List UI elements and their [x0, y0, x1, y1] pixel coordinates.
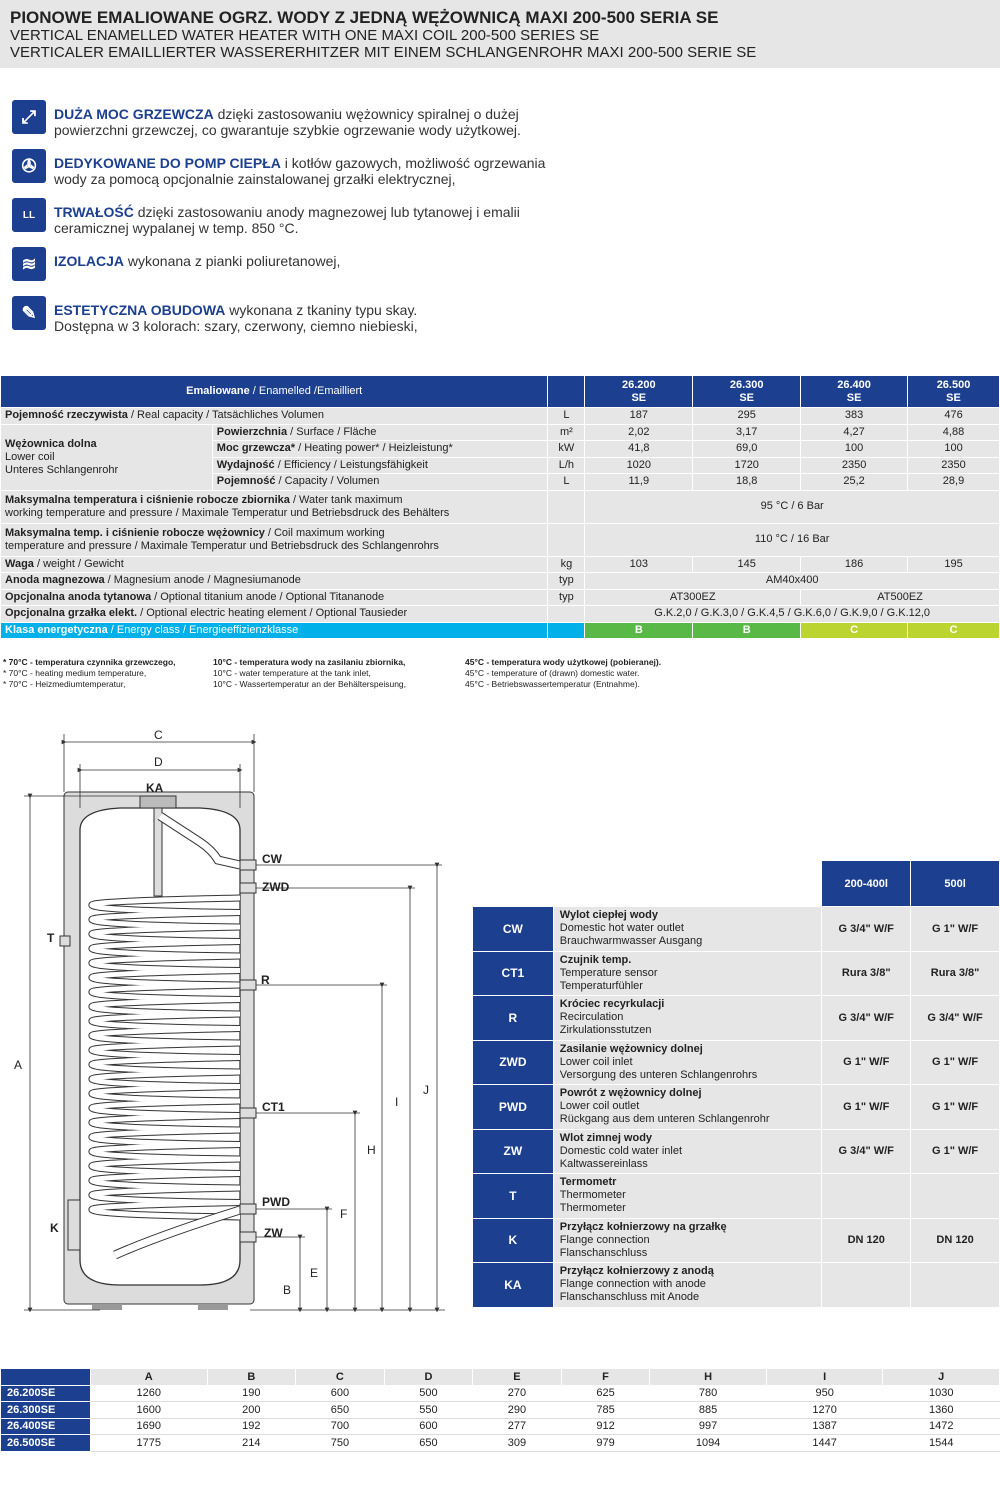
dim-label-j: J	[423, 1083, 429, 1097]
conn-label-t: T	[47, 931, 55, 945]
dims-value: 750	[296, 1435, 385, 1452]
heat-pump-icon: ✇	[12, 149, 46, 183]
dims-value: 1600	[91, 1402, 208, 1419]
dims-value: 1544	[883, 1435, 1000, 1452]
ka-flange	[140, 796, 176, 808]
conn-value: DN 120	[822, 1218, 911, 1263]
conn-code: KA	[473, 1263, 554, 1308]
dims-value: 1094	[650, 1435, 767, 1452]
dims-value: 192	[207, 1418, 296, 1435]
conn-description: Zasilanie wężownicy dolnej Lower coil inlet Versorgung des unteren Schlangenrohrs	[553, 1040, 822, 1085]
conn-description: Czujnik temp. Temperature sensor Temperaturfühler	[553, 951, 822, 996]
feature-title: TRWAŁOŚĆ	[54, 204, 134, 220]
model-header: 26.200 SE	[585, 376, 693, 408]
feature-item	[12, 198, 712, 247]
dims-row	[1, 1385, 1000, 1402]
conn-value: G 1" W/F	[911, 907, 1000, 952]
insulation-icon: ≋	[12, 247, 46, 281]
conn-col-header: 500l	[911, 861, 1000, 907]
dim-label-e: E	[310, 1266, 319, 1280]
tank-foot	[92, 1304, 122, 1310]
dims-value: 500	[384, 1385, 473, 1402]
conn-value: Rura 3/8"	[911, 951, 1000, 996]
dim-label-b: B	[283, 1283, 292, 1297]
conn-value	[911, 1174, 1000, 1219]
conn-code: ZWD	[473, 1040, 554, 1085]
spec-row-ti-anode: Opcjonalna anoda tytanowa / Optional titanium anode / Optional Titananode typ AT300EZ AT500EZ	[1, 589, 1000, 606]
conn-label-k: K	[50, 1221, 59, 1235]
spec-row-capacity: Pojemność rzeczywista / Real capacity / Tatsächliches Volumen L 187 295 383 476	[1, 408, 1000, 425]
feature-item	[12, 100, 712, 149]
dims-value: 650	[384, 1435, 473, 1452]
energy-badge: B	[585, 622, 693, 639]
dims-header: E	[473, 1369, 562, 1386]
dim-label-d: D	[154, 755, 163, 769]
conn-value: Rura 3/8"	[822, 951, 911, 996]
conn-label-zwd: ZWD	[262, 880, 290, 894]
dims-value: 1270	[766, 1402, 883, 1419]
spec-table	[0, 375, 1000, 639]
spec-row-mg-anode: Anoda magnezowa / Magnesium anode / Magnesiumanode typ AM40x400	[1, 573, 1000, 590]
conn-label-r: R	[261, 973, 270, 987]
conn-value	[822, 1174, 911, 1219]
dims-header: H	[650, 1369, 767, 1386]
dims-value: 979	[561, 1435, 650, 1452]
long-life-icon: LL	[12, 198, 46, 232]
dim-label-i: I	[395, 1095, 399, 1109]
conn-label-pwd: PWD	[262, 1195, 290, 1209]
conn-value	[822, 1263, 911, 1308]
conn-description: Króciec recyrkulacji Recirculation Zirkulationsstutzen	[553, 996, 822, 1041]
dims-value: 1260	[91, 1385, 208, 1402]
conn-value: DN 120	[911, 1218, 1000, 1263]
feature-text: wody za pomocą opcjonalnie zainstalowanej grzałki elektrycznej,	[54, 171, 456, 187]
dims-value: 1387	[766, 1418, 883, 1435]
dims-header: C	[296, 1369, 385, 1386]
connection-row	[473, 1263, 1000, 1308]
feature-title: ESTETYCZNA OBUDOWA	[54, 302, 226, 318]
title-german: VERTICALER EMAILLIERTER WASSERERHITZER MIT EINEM SCHLANGENROHR MAXI 200-500 SERIE SE	[10, 44, 757, 61]
dims-value: 997	[650, 1418, 767, 1435]
conn-value: G 3/4" W/F	[822, 907, 911, 952]
feature-item	[12, 247, 712, 296]
conn-label-ct1: CT1	[262, 1100, 285, 1114]
dims-value: 1690	[91, 1418, 208, 1435]
dims-header: D	[384, 1369, 473, 1386]
dims-value: 1472	[883, 1418, 1000, 1435]
cover-icon: ✎	[12, 296, 46, 330]
dims-header: B	[207, 1369, 296, 1386]
dims-value: 290	[473, 1402, 562, 1419]
feature-text: Dostępna w 3 kolorach: szary, czerwony, ciemno niebieski,	[54, 318, 418, 334]
feature-title: IZOLACJA	[54, 253, 124, 269]
feature-title: DEDYKOWANE DO POMP CIEPŁA	[54, 155, 281, 171]
conn-value: G 1" W/F	[911, 1040, 1000, 1085]
feature-text: powierzchni grzewczej, co gwarantuje szybkie ogrzewanie wody użytkowej.	[54, 122, 521, 138]
dims-value: 912	[561, 1418, 650, 1435]
energy-badge: C	[908, 622, 1000, 639]
dims-row	[1, 1402, 1000, 1419]
conn-value: G 3/4" W/F	[822, 996, 911, 1041]
feature-text: wykonana z pianki poliuretanowej,	[124, 253, 341, 269]
spec-header-unit	[548, 376, 585, 408]
connection-row	[473, 996, 1000, 1041]
conn-value: G 3/4" W/F	[911, 996, 1000, 1041]
connection-row	[473, 1129, 1000, 1174]
model-header: 26.500 SE	[908, 376, 1000, 408]
conn-description: Przyłącz kołnierzowy z anodą Flange connection with anode Flanschanschluss mit Anode	[553, 1263, 822, 1308]
feature-text: wykonana z tkaniny typu skay.	[225, 302, 418, 318]
feature-text: ceramicznej wypalanej w temp. 850 °C.	[54, 220, 299, 236]
page-header	[0, 0, 1000, 68]
feature-item	[12, 296, 712, 345]
dims-header: J	[883, 1369, 1000, 1386]
dims-value: 1360	[883, 1402, 1000, 1419]
dims-value: 700	[296, 1418, 385, 1435]
feature-list	[12, 100, 712, 345]
connections-table	[472, 860, 1000, 1308]
conn-code: CT1	[473, 951, 554, 996]
spec-row-weight: Waga / weight / Gewicht kg 103 145 186 195	[1, 556, 1000, 573]
tank-foot	[198, 1304, 228, 1310]
dim-label-h: H	[367, 1143, 376, 1157]
dims-value: 200	[207, 1402, 296, 1419]
spec-row-coil-capacity: Pojemność / Capacity / Volumen L 11,9 18,8 25,2 28,9	[1, 474, 1000, 491]
heater-diagram	[0, 720, 470, 1320]
dims-value: 214	[207, 1435, 296, 1452]
conn-label-zw: ZW	[264, 1226, 283, 1240]
dims-model: 26.200SE	[1, 1385, 91, 1402]
dims-value: 625	[561, 1385, 650, 1402]
spec-header-label: Emaliowane / Enamelled /Emailliert	[1, 376, 548, 408]
spec-row-coil-surface: Wężownica dolna Lower coil Unteres Schlangenrohr Powierzchnia / Surface / Fläche m² 2,02 3,17 4,27 4,88	[1, 424, 1000, 441]
feature-item	[12, 149, 712, 198]
dims-value: 785	[561, 1402, 650, 1419]
dims-value: 190	[207, 1385, 296, 1402]
spec-row-energy-class: Klasa energetyczna / Energy class / Energieeffizienzklasse B B C C	[1, 622, 1000, 639]
dim-label-a: A	[14, 1058, 23, 1072]
spec-row-heater: Opcjonalna grzałka elekt. / Optional electric heating element / Optional Tausieder G.K.2,0 / G.K.3,0 / G.K.4,5 / G.K.6,0 / G.K.9,0 / G.K.12,0	[1, 606, 1000, 623]
conn-description: Termometr Thermometer Thermometer	[553, 1174, 822, 1219]
feature-text: i kotłów gazowych, możliwość ogrzewania	[280, 155, 546, 171]
dims-model: 26.300SE	[1, 1402, 91, 1419]
conn-code: ZW	[473, 1129, 554, 1174]
dims-value: 1775	[91, 1435, 208, 1452]
conn-description: Przyłącz kołnierzowy na grzałkę Flange connection Flanschanschluss	[553, 1218, 822, 1263]
model-header: 26.300 SE	[693, 376, 801, 408]
connection-row	[473, 1174, 1000, 1219]
conn-value	[911, 1263, 1000, 1308]
connection-row	[473, 907, 1000, 952]
conn-code: CW	[473, 907, 554, 952]
dims-value: 780	[650, 1385, 767, 1402]
energy-badge: B	[693, 622, 801, 639]
dims-header: F	[561, 1369, 650, 1386]
dims-corner	[1, 1369, 91, 1386]
dims-value: 309	[473, 1435, 562, 1452]
dims-model: 26.400SE	[1, 1418, 91, 1435]
dims-value: 650	[296, 1402, 385, 1419]
conn-description: Powrót z wężownicy dolnej Lower coil outlet Rückgang aus dem unteren Schlangenrohr	[553, 1085, 822, 1130]
dim-label-f: F	[340, 1207, 348, 1221]
model-header: 26.400 SE	[801, 376, 908, 408]
arrow-icon: ⤢	[12, 100, 46, 134]
feature-text: dzięki zastosowaniu anody magnezowej lub tytanowej i emalii	[133, 204, 520, 220]
conn-code: PWD	[473, 1085, 554, 1130]
dims-value: 1447	[766, 1435, 883, 1452]
feature-title: DUŻA MOC GRZEWCZA	[54, 106, 214, 122]
conn-code: K	[473, 1218, 554, 1263]
connection-row	[473, 951, 1000, 996]
conn-label-cw: CW	[262, 852, 282, 866]
spec-row-coil-max: Maksymalna temp. i ciśnienie robocze wężownicy / Coil maximum working temperature and pressure / Maximale Temperatur und Betriebsdruck des Schlangenrohrs 110 °C / 16 Bar	[1, 523, 1000, 556]
conn-label-ka: KA	[146, 781, 164, 795]
dims-value: 1030	[883, 1385, 1000, 1402]
conn-value: G 3/4" W/F	[822, 1129, 911, 1174]
dims-value: 600	[384, 1418, 473, 1435]
connection-row	[473, 1085, 1000, 1130]
spec-row-coil-power: Moc grzewcza* / Heating power* / Heizleistung* kW 41,8 69,0 100 100	[1, 441, 1000, 458]
dims-value: 950	[766, 1385, 883, 1402]
conn-code: T	[473, 1174, 554, 1219]
energy-badge: C	[801, 622, 908, 639]
dims-header: I	[766, 1369, 883, 1386]
dim-label-c: C	[154, 728, 163, 742]
conn-description: Wylot ciepłej wody Domestic hot water outlet Brauchwarmwasser Ausgang	[553, 907, 822, 952]
title-english: VERTICAL ENAMELLED WATER HEATER WITH ONE MAXI COIL 200-500 SERIES SE	[10, 27, 600, 44]
dims-value: 600	[296, 1385, 385, 1402]
spec-row-coil-efficiency: Wydajność / Efficiency / Leistungsfähigkeit L/h 1020 1720 2350 2350	[1, 457, 1000, 474]
conn-value: G 1" W/F	[822, 1085, 911, 1130]
conn-value: G 1" W/F	[822, 1040, 911, 1085]
conn-col-header: 200-400l	[822, 861, 911, 907]
dims-value: 885	[650, 1402, 767, 1419]
feature-text: dzięki zastosowaniu wężownicy spiralnej o dużej	[213, 106, 519, 122]
dims-value: 270	[473, 1385, 562, 1402]
dims-header: A	[91, 1369, 208, 1386]
connection-row	[473, 1040, 1000, 1085]
conn-description: Wlot zimnej wody Domestic cold water inlet Kaltwassereinlass	[553, 1129, 822, 1174]
dims-value: 550	[384, 1402, 473, 1419]
dims-model: 26.500SE	[1, 1435, 91, 1452]
conn-value: G 1" W/F	[911, 1085, 1000, 1130]
dims-row	[1, 1435, 1000, 1452]
dims-row	[1, 1418, 1000, 1435]
connection-row	[473, 1218, 1000, 1263]
title-polish: PIONOWE EMALIOWANE OGRZ. WODY Z JEDNĄ WĘŻOWNICĄ MAXI 200-500 SERIA SE	[10, 8, 719, 27]
dims-value: 277	[473, 1418, 562, 1435]
conn-value: G 1" W/F	[911, 1129, 1000, 1174]
spec-row-tank-max: Maksymalna temperatura i ciśnienie robocze zbiornika / Water tank maximum working temperature and pressure / Maximale Temperatur und Betriebsdruck des Behälters 95 °C / 6 Bar	[1, 490, 1000, 523]
conn-code: R	[473, 996, 554, 1041]
dimensions-table	[0, 1368, 1000, 1452]
